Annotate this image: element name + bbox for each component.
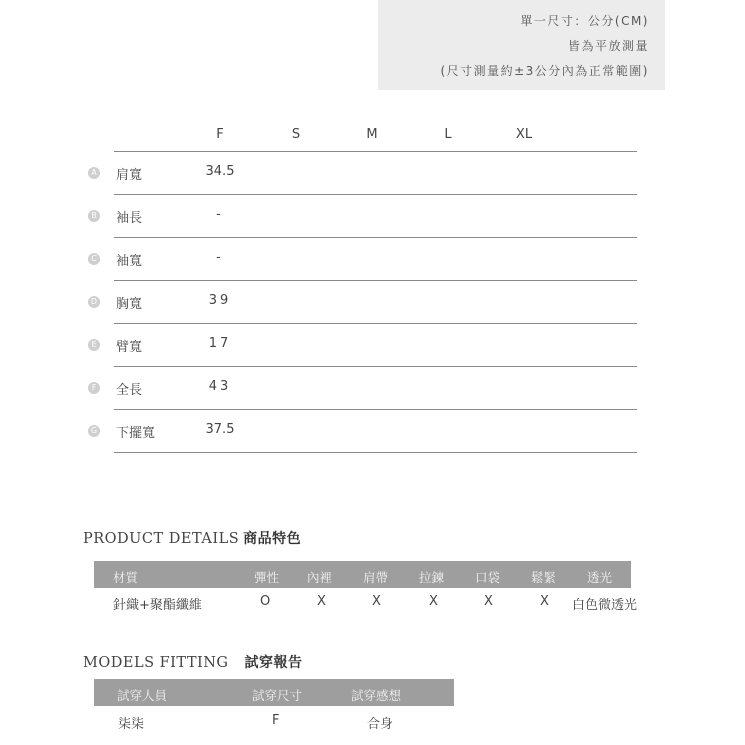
row-label: 袖寬	[116, 254, 143, 269]
badge-d: D	[88, 296, 100, 308]
col-header-xl: XL	[515, 127, 533, 142]
size-row-arm	[82, 324, 637, 367]
row-value-f: -	[216, 207, 224, 222]
row-label: 肩寬	[116, 168, 143, 183]
row-value-f: 34.5	[205, 164, 235, 179]
row-label: 胸寬	[116, 297, 143, 312]
models-fitting-header-bar	[94, 679, 454, 706]
row-label: 臂寬	[116, 340, 143, 355]
header-material: 材質	[113, 570, 139, 585]
row-value-f: -	[216, 250, 224, 265]
row-value-f: 39	[208, 293, 232, 308]
badge-e: E	[88, 339, 100, 351]
badge-a: A	[88, 167, 100, 179]
value-pocket: X	[484, 594, 493, 609]
value-model: 柒柒	[118, 717, 145, 732]
size-row-sleeve-width	[82, 238, 637, 281]
size-row-shoulder	[82, 152, 637, 195]
tolerance-note: (尺寸測量約±3公分內為正常範圍)	[440, 64, 649, 78]
value-zipper: X	[429, 594, 438, 609]
col-header-f: F	[216, 127, 224, 142]
size-row-length	[82, 367, 637, 410]
row-label: 袖長	[116, 211, 143, 226]
size-row-hem	[82, 410, 637, 453]
models-fitting-title-zh: 試穿報告	[244, 655, 303, 671]
col-header-l: L	[444, 127, 452, 142]
value-material: 針織+聚酯纖維	[113, 598, 202, 613]
col-header-s: S	[291, 127, 301, 142]
badge-b: B	[88, 210, 100, 222]
unit-note: 單一尺寸：公分(CM)	[520, 14, 649, 28]
models-fitting-title-en: MODELS FITTING	[83, 655, 229, 671]
header-pocket: 口袋	[475, 570, 501, 585]
models-fitting-title	[83, 652, 303, 672]
divider	[114, 452, 637, 453]
header-elasticity: 彈性	[254, 570, 280, 585]
badge-c: C	[88, 253, 100, 265]
value-fit-feedback: 合身	[367, 717, 394, 732]
product-details-title	[83, 528, 301, 548]
badge-f: F	[88, 382, 100, 394]
col-header-m: M	[366, 127, 378, 142]
size-table-header	[82, 120, 637, 152]
row-label: 下擺寬	[116, 426, 156, 441]
row-label: 全長	[116, 383, 143, 398]
value-elasticity: O	[260, 594, 271, 609]
row-value-f: 37.5	[205, 422, 235, 437]
value-fit-size: F	[272, 713, 280, 728]
row-value-f: 17	[208, 336, 232, 351]
value-stretch: X	[540, 594, 549, 609]
header-lining: 內裡	[307, 570, 333, 585]
row-value-f: 43	[208, 379, 232, 394]
header-model: 試穿人員	[117, 688, 168, 703]
badge-g: G	[88, 425, 100, 437]
measurement-note	[378, 0, 665, 90]
header-straps: 肩帶	[363, 570, 389, 585]
product-details-title-zh: 商品特色	[243, 531, 302, 547]
header-zipper: 拉鍊	[419, 570, 445, 585]
value-sheerness: 白色微透光	[572, 598, 638, 613]
product-details-header-bar	[94, 561, 631, 588]
header-fit-feedback: 試穿感想	[351, 688, 402, 703]
size-row-sleeve-length	[82, 195, 637, 238]
flat-measure-note: 皆為平放測量	[567, 39, 649, 53]
header-stretch: 鬆緊	[531, 570, 557, 585]
product-details-title-en: PRODUCT DETAILS	[83, 531, 240, 547]
header-sheerness: 透光	[587, 570, 613, 585]
size-row-chest	[82, 281, 637, 324]
value-straps: X	[372, 594, 381, 609]
value-lining: X	[317, 594, 326, 609]
header-fit-size: 試穿尺寸	[252, 688, 303, 703]
